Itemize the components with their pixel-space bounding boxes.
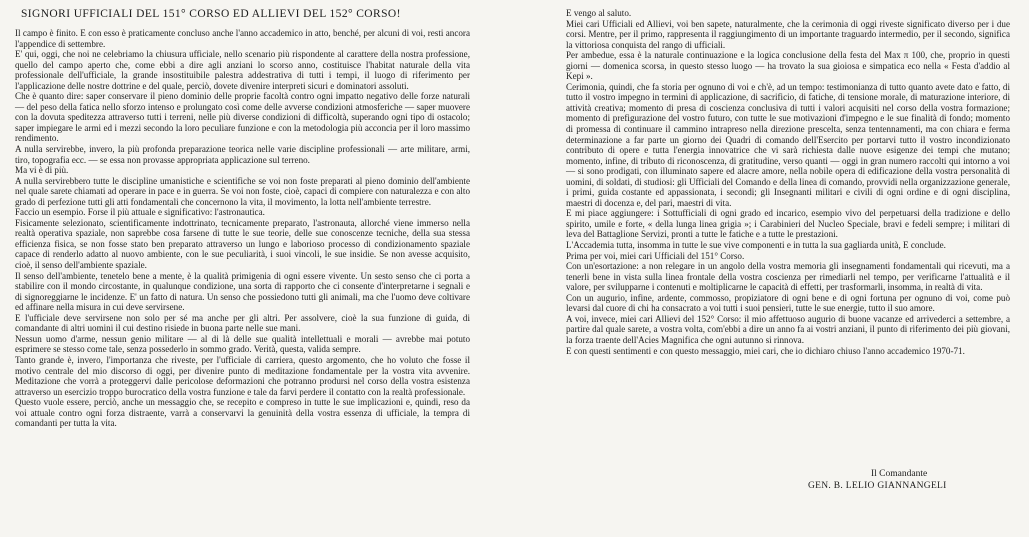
right-paragraph: E con questi sentimenti e con questo messaggio, miei cari, che io dichiaro chiuso l'anno accademico 1970-71. [566,345,965,356]
right-paragraph: L'Accademia tutta, insomma in tutte le sue vive componenti e in tutta la sua gagliarda unità, E conclude. [566,240,946,251]
left-paragraph: Fisicamente selezionato, scientificamente indottrinato, tecnicamente preparato, l'astronauta, allorché viene immerso nella realtà operativa spaziale, non saprebbe cosa farsene di tutte le sue teorie, delle sue conoscenze tecniche, della sua stessa efficienza fisica, se non fosse stato ben preparato attraverso un lungo e laborioso processo di condizionamento spaziale capace di renderlo adatto al nuovo ambiente, con le sue peculiarità, i suoi vincoli, le sue insidie. Se non avesse acquisito, cioè, il senso dell'ambiente spaziale. [15,217,470,271]
right-paragraph: Miei cari Ufficiali ed Allievi, voi ben sapete, naturalmente, che la cerimonia di oggi riveste significato diverso per i due corsi. Mentre, per il primo, rappresenta il raggiungimento di un importante traguardo intermedio, per il secondo, significa la vittoriosa conquista del rango di ufficiali. [566,18,1010,50]
left-paragraph: Che è quanto dire: saper conservare il pieno dominio delle proprie facoltà contro ogni impatto negativo delle forze naturali — del peso della fatica nello sforzo intenso e prolungato così come delle avverse condizioni atmosferiche — saper muovere con la dovuta speditezza attraverso tutti i terreni, nelle più diverse condizioni di difficoltà, superando ogni tipo di ostacolo; saper impiegare le armi ed i mezzi secondo la loro peculiare funzione e con la metodologia più acconcia per il loro massimo rendimento. [15,91,470,144]
left-paragraph: Questo vuole essere, perciò, anche un messaggio che, se recepito e compreso in tutte le sue implicazioni e, quindi, reso da voi attuale contro ogni forza distraente, varrà a conservarvi la genuinità della vostra essenza di ufficiale, la tempra di comandanti per tutta la vita. [15,397,470,429]
signature-block [808,468,1008,492]
right-paragraph: Prima per voi, miei cari Ufficiali del 151° Corso. [566,250,745,261]
left-paragraph: Il campo è finito. E con esso è praticamente concluso anche l'anno accademico in atto, benché, per alcuni di voi, resti ancora l'appendice di settembre. [15,28,470,49]
left-paragraph: A nulla servirebbero tutte le discipline umanistiche e scientifiche se voi non foste preparati al pieno dominio dell'ambiente nel quale sarete chiamati ad operare in pace e in guerra. Se voi non foste, cioè, capaci di compiere con naturalezza e con alto grado di perfezione tutti gli atti fondamentali che concernono la vita, il movimento, la lotta nell'ambiente terrestre. [15,175,470,207]
left-paragraph: E' qui, oggi, che noi ne celebriamo la chiusura ufficiale, nello scenario più rispondente al carattere della nostra professione, quello del campo aperto che, come ebbi a dire agli anziani lo scorso anno, costituisce l'habitat naturale della vita professionale dell'ufficiale, la grande insostituibile palestra addestrativa di tutti i tempi, il luogo di riferimento per l'applicazione delle nostre dottrine e del quale, perciò, dovete divenire interpreti sicuri e dominatori assoluti. [15,49,470,91]
left-paragraph: Faccio un esempio. Forse il più attuale e significativo: l'astronautica. [15,207,265,218]
right-paragraph: E mi piace aggiungere: i Sottufficiali di ogni grado ed incarico, esempio vivo del perpetuarsi della tradizione e dello spirito, umile e forte, « della lunga linea grigia »; i Carabinieri del Nucleo Speciale, bravi e fedeli sempre; i militari di leva del Battaglione Servizi, pronti a tutte le fatiche e a tutte le prestazioni. [566,208,1010,240]
right-column [566,8,1010,356]
left-paragraph: Tanto grande è, invero, l'importanza che riveste, per l'ufficiale di carriera, questo argomento, che ho voluto che fosse il motivo centrale del mio discorso di oggi, per divenire punto di meditazione fondamentale per la vostra vita avvenire. Meditazione che vorrà a proteggervi dalle pericolose deformazioni che potranno prodursi nel corso della vostra esistenza attraverso un esercizio troppo burocratico della vostra funzione e tale da farvi perdere il contatto con la realtà professionale. [15,354,470,397]
page-heading: SIGNORI UFFICIALI DEL 151° CORSO ED ALLIEVI DEL 152° CORSO! [21,8,401,20]
left-paragraph: Ma vi è di più. [15,165,69,176]
signature-name: GEN. B. LELIO GIANNANGELI [808,481,947,491]
right-paragraph: Con un'esortazione: a non relegare in un angolo della vostra memoria gli insegnamenti fondamentali qui ricevuti, ma a tenerli bene in vista sulla linea frontale della vostra coscienza per rimediarli nel tempo, per verificarne l'attualità e il valore, per svilupparne i contenuti e moltiplicarne le capacità di effetti, per trasformarli, insomma, in realtà di vita. [566,261,1010,293]
signature-title: Il Comandante [871,469,928,479]
right-paragraph: A voi, invece, miei cari Allievi del 152° Corso: il mio affettuoso augurio di buone vacanze ed arrivederci a settembre, a partire dal quale sarete, a vostra volta, com'ebbi a dire un anno fa ai vostri anziani, il punto di riferimento dei più giovani, la forza traente dell'Acies Magnifica che ogni autunno si rinnova. [566,313,1010,345]
left-paragraph: Il senso dell'ambiente, tenetelo bene a mente, è la qualità primigenia di ogni essere vivente. Un sesto senso che ci porta a stabilire con il mondo circostante, in qualunque condizione, una sorta di rapporto che ci consente d'interpretarne i segnali e di signoreggiarne le incidenze. E' un fatto di natura. Un senso che possiedono tutti gli animali, ma che l'uomo deve coltivare ed affinare nella misura in cui deve servirsene. [15,270,470,313]
right-paragraph: Con un augurio, infine, ardente, commosso, propiziatore di ogni bene e di ogni fortuna per ognuno di voi, come può levarsi dal cuore di chi ha consacrato a voi tutti i suoi pensieri, tutte le sue energie, tutto il suo amore. [566,292,1010,314]
right-paragraph: Per ambedue, essa è la naturale continuazione e la logica conclusione della festa del Max π 100, che, proprio in questi giorni — domenica scorsa, in questo stesso luogo — ha trovato la sua gioiosa e simpatica eco nella « Festa d'addio al Kepi ». [566,50,1010,82]
left-paragraph: Nessun uomo d'arme, nessun genio militare — al di là delle sue qualità intellettuali e morali — avrebbe mai potuto esprimere se stesso come tale, senza possederlo in sommo grado. Verità, questa, valida sempre. [15,333,470,355]
left-column [15,8,470,429]
right-paragraph: E vengo al saluto. [566,8,632,18]
left-paragraph: E l'ufficiale deve servirsene non solo per sé ma anche per gli altri. Per assolvere, cioè la sua funzione di guida, di comandante di altri uomini il cui destino risiede in buona parte nelle sue mani. [15,312,470,334]
left-paragraph: A nulla servirebbe, invero, la più profonda preparazione teorica nelle varie discipline professionali — arte militare, armi, tiro, topografia ecc. — se essa non provasse appropriata applicazione sul terreno. [15,144,470,165]
right-paragraph: Cerimonia, quindi, che fa storia per ognuno di voi e ch'è, ad un tempo: testimonianza di tutto quanto avete dato e fatto, di tutto il vostro impegno in termini di applicazione, di sacrificio, di fatiche, di tensione morale, di maturazione interiore, di attività creativa; momento di presa di coscienza conclusiva di tutti i valori acquisiti nel corso della vostra formazione; momento di prefigurazione del vostro futuro, con tutte le sue motivazioni d'impegno e le sue finalità di fondo; momento di promessa di continuare il cammino intrapreso nella direzione prescelta, senza tentennamenti, ma con chiara e ferma determinazione a far parte un giorno dei Quadri di comando dell'Esercito per portarvi tutto il vostro incondizionato contributo di opere e tutta l'energia innovatrice che vi sarà richiesta dalle nuove esigenze dei tempi che mutano; momento, infine, di tributo di riconoscenza, di gratitudine, verso quanti — oggi in gran numero raccolti qui intorno a voi — si sono prodigati, con illuminato sapere ed alacre amore, nella nobile opera di edificazione della vostra personalità di uomini, di soldati, di studiosi: gli Ufficiali del Comando e della linea di comando, provvidi nella organizzazione generale, i primi, guida costante ed appassionata, i secondi; gli Insegnanti militari e civili di ogni ordine e di ogni disciplina, maestri di docenza e, del pari, maestri di vita. [566,81,1010,208]
